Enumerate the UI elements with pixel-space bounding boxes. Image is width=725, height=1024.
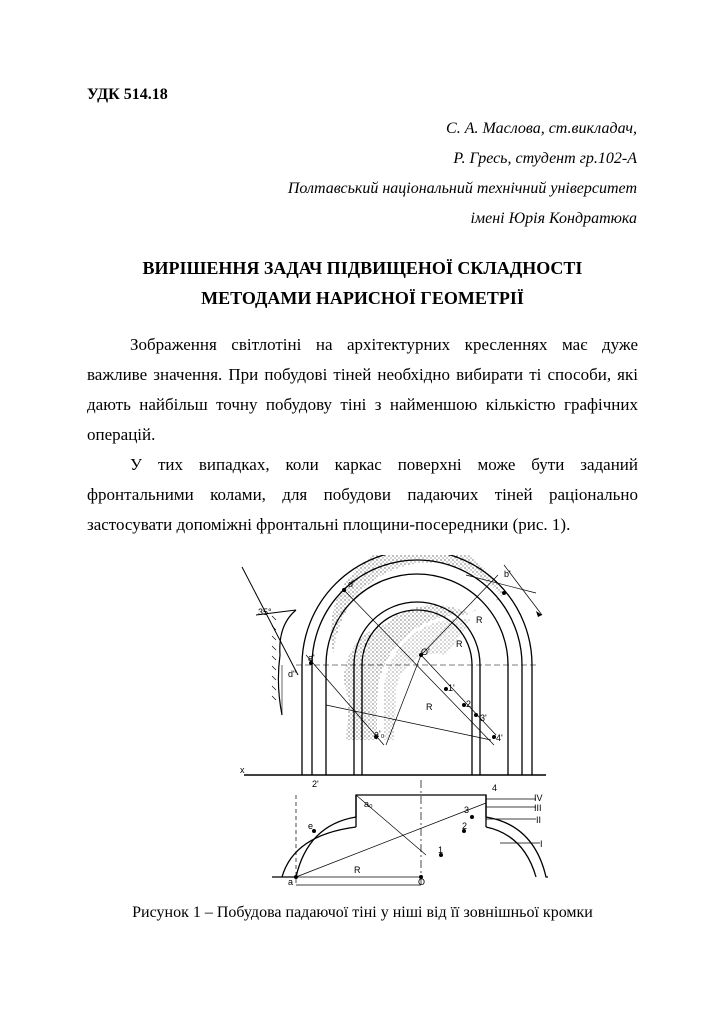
label-plan-2: 2 [462, 821, 468, 831]
label-r-big: R [426, 702, 433, 712]
affiliation-line-1: Полтавський національний технічний університет [287, 180, 637, 197]
label-2prime-bottom: 2' [312, 779, 319, 789]
author-1: С. А. Маслова, ст.викладач, [446, 120, 637, 137]
label-plan-1: 1 [438, 845, 444, 855]
label-point-4: 4' [496, 733, 503, 743]
label-plan-o: O [418, 877, 426, 887]
label-x-axis: x [240, 765, 245, 775]
label-plan-a: a [288, 877, 294, 887]
title-line-1: ВИРІШЕННЯ ЗАДАЧ ПІДВИЩЕНОЇ СКЛАДНОСТІ [142, 258, 583, 278]
label-a0: a'₀ [374, 729, 385, 739]
niche-shadow-drawing [236, 555, 556, 890]
label-r-mid: R [456, 639, 463, 649]
paper-title [87, 253, 638, 313]
label-plan-r: R [354, 865, 361, 875]
author-block [288, 114, 637, 234]
label-point-1: 1' [448, 683, 455, 693]
label-a1: a' [308, 653, 315, 663]
label-plan-4: 4 [492, 783, 498, 793]
title-line-2: МЕТОДАМИ НАРИСНОЇ ГЕОМЕТРІЇ [201, 288, 524, 308]
label-level-I: I [540, 839, 543, 849]
label-level-IV: IV [534, 793, 543, 803]
author-2: Р. Гресь, студент гр.102-А [453, 150, 637, 167]
paragraph-2: У тих випадках, коли каркас поверхні може бути заданий фронтальними колами, для побудови падаючих тіней раціонально застосувати допоміжні фронтальні площини-посередники (рис. 1). [87, 455, 638, 534]
paragraph-1: Зображення світлотіні на архітектурних кресленнях має дуже важливе значення. При побудові тіней необхідно вибирати ті способи, які дають найбільш точну побудову тіні з найменшою кількістю графічних операцій. [87, 335, 638, 444]
label-d-left: d'' [288, 669, 297, 679]
udk-code: УДК 514.18 [87, 86, 168, 103]
label-angle: 35° [258, 607, 272, 617]
label-plan-e: e [308, 821, 314, 831]
label-plan-3: 3 [464, 805, 470, 815]
label-d-top: d' [348, 579, 355, 589]
label-level-III: III [534, 803, 542, 813]
label-point-2: 2' [466, 699, 473, 709]
label-plan-a0: a₀ [364, 799, 373, 809]
label-o1: O' [421, 647, 430, 657]
figure-1 [236, 555, 556, 895]
affiliation-line-2: імені Юрія Кондратюка [470, 210, 637, 227]
label-point-3: 3' [480, 713, 487, 723]
figure-caption: Рисунок 1 – Побудова падаючої тіні у ніші від її зовнішньої кромки [132, 904, 593, 921]
label-r-small: R [476, 615, 483, 625]
label-level-II: II [536, 815, 542, 825]
label-b1: b' [504, 569, 511, 579]
